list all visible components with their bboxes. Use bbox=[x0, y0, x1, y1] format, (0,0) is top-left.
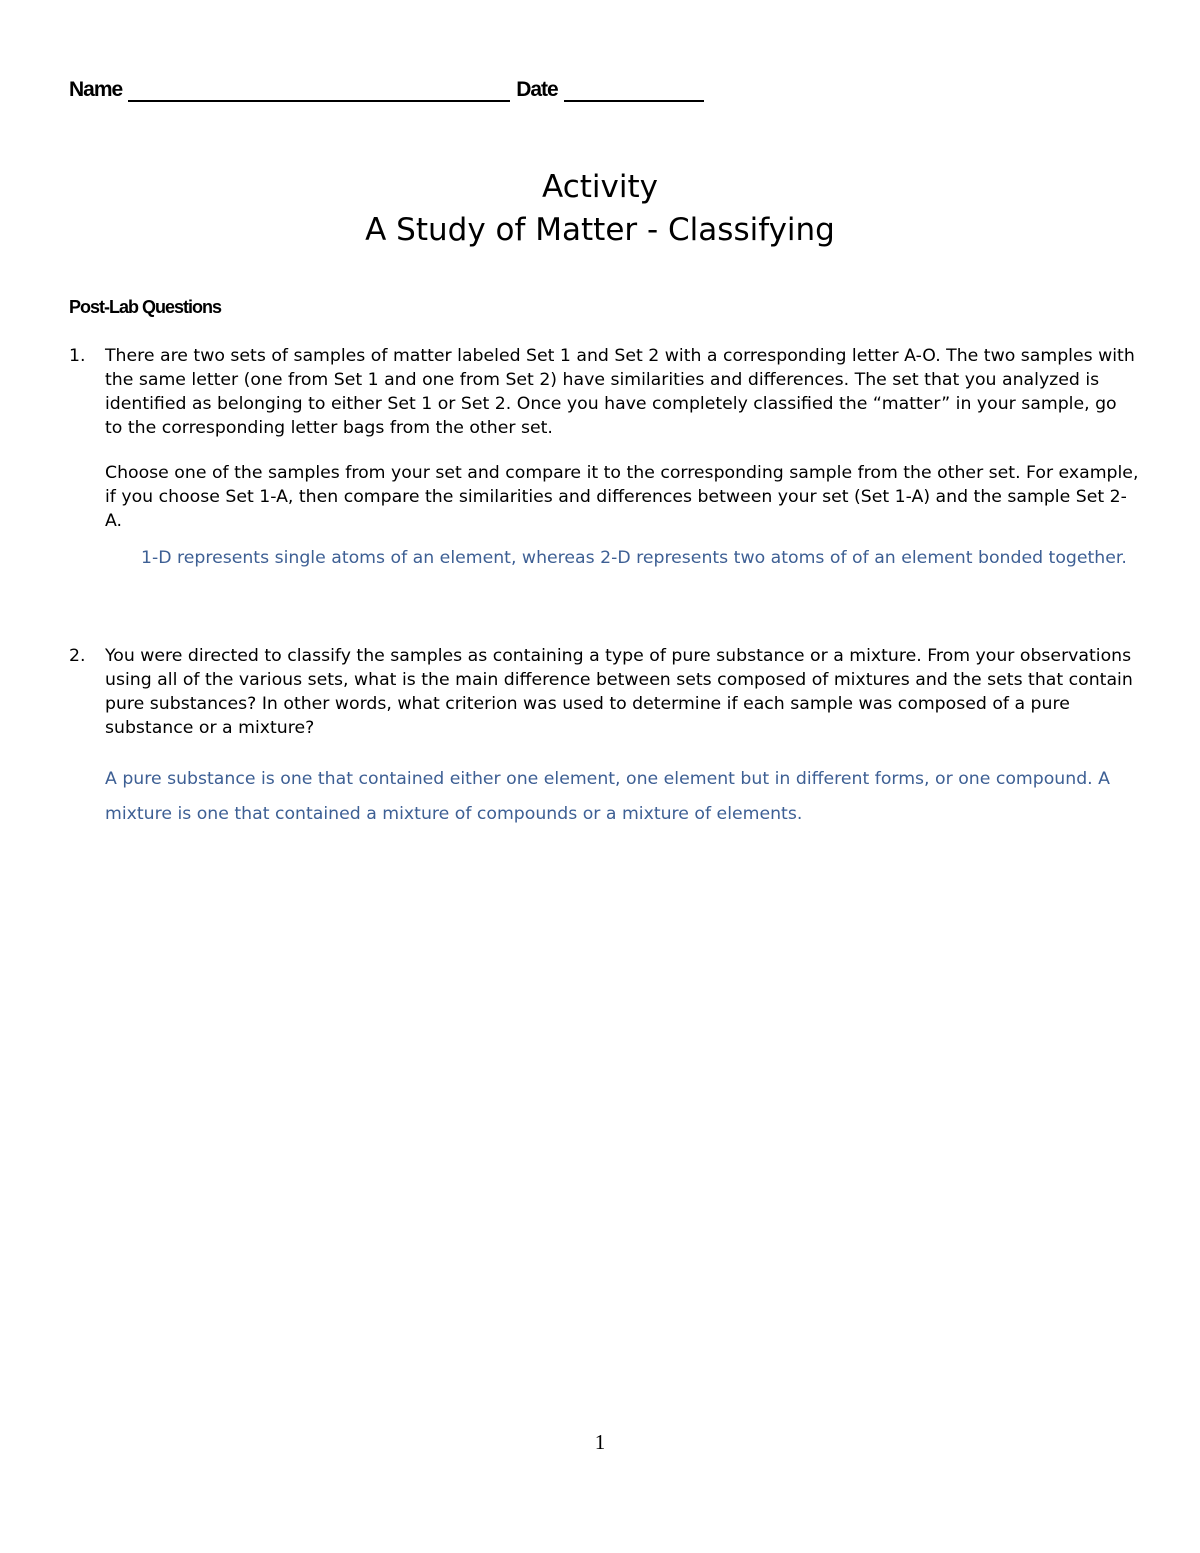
question-number: 2. bbox=[69, 646, 86, 666]
question-paragraph: Choose one of the samples from your set and compare it to the corresponding sample from the other set. For example, if you choose Set 1-A, then compare the similarities and differences between your set (Set 1-A) and the sample Set 2-A. bbox=[105, 463, 1139, 531]
question-2 bbox=[69, 644, 1139, 832]
answer-text: 1-D represents single atoms of an element, whereas 2-D represents two atoms of of an element bonded together. bbox=[141, 548, 1127, 568]
name-date-header bbox=[69, 72, 710, 102]
page-number: 1 bbox=[594, 1430, 606, 1454]
question-number: 1. bbox=[69, 346, 86, 366]
title-line-1: Activity bbox=[542, 169, 658, 205]
section-heading: Post-Lab Questions bbox=[69, 297, 222, 317]
question-body bbox=[105, 344, 1139, 570]
name-blank-line[interactable] bbox=[128, 80, 510, 102]
question-body bbox=[105, 644, 1139, 832]
date-label: Date bbox=[516, 78, 558, 101]
answer-text: A pure substance is one that contained either one element, one element but in different forms, or one compound. A mixture is one that contained a mixture of compounds or a mixture of elements. bbox=[105, 769, 1110, 824]
question-1 bbox=[69, 344, 1139, 570]
name-label: Name bbox=[69, 78, 123, 101]
question-paragraph: You were directed to classify the samples as containing a type of pure substance or a mixture. From your observations using all of the various sets, what is the main difference between sets composed of mixtures and the sets that contain pure substances? In other words, what criterion was used to determine if each sample was composed of a pure substance or a mixture? bbox=[105, 646, 1133, 738]
page-title bbox=[0, 166, 1200, 252]
question-paragraph: There are two sets of samples of matter labeled Set 1 and Set 2 with a corresponding letter A-O. The two samples with the same letter (one from Set 1 and one from Set 2) have similarities and differences. The set that you analyzed is identified as belonging to either Set 1 or Set 2. Once you have completely classified the “matter” in your sample, go to the corresponding letter bags from the other set. bbox=[105, 346, 1135, 438]
date-blank-line[interactable] bbox=[564, 80, 704, 102]
title-line-2: A Study of Matter - Classifying bbox=[365, 212, 835, 248]
